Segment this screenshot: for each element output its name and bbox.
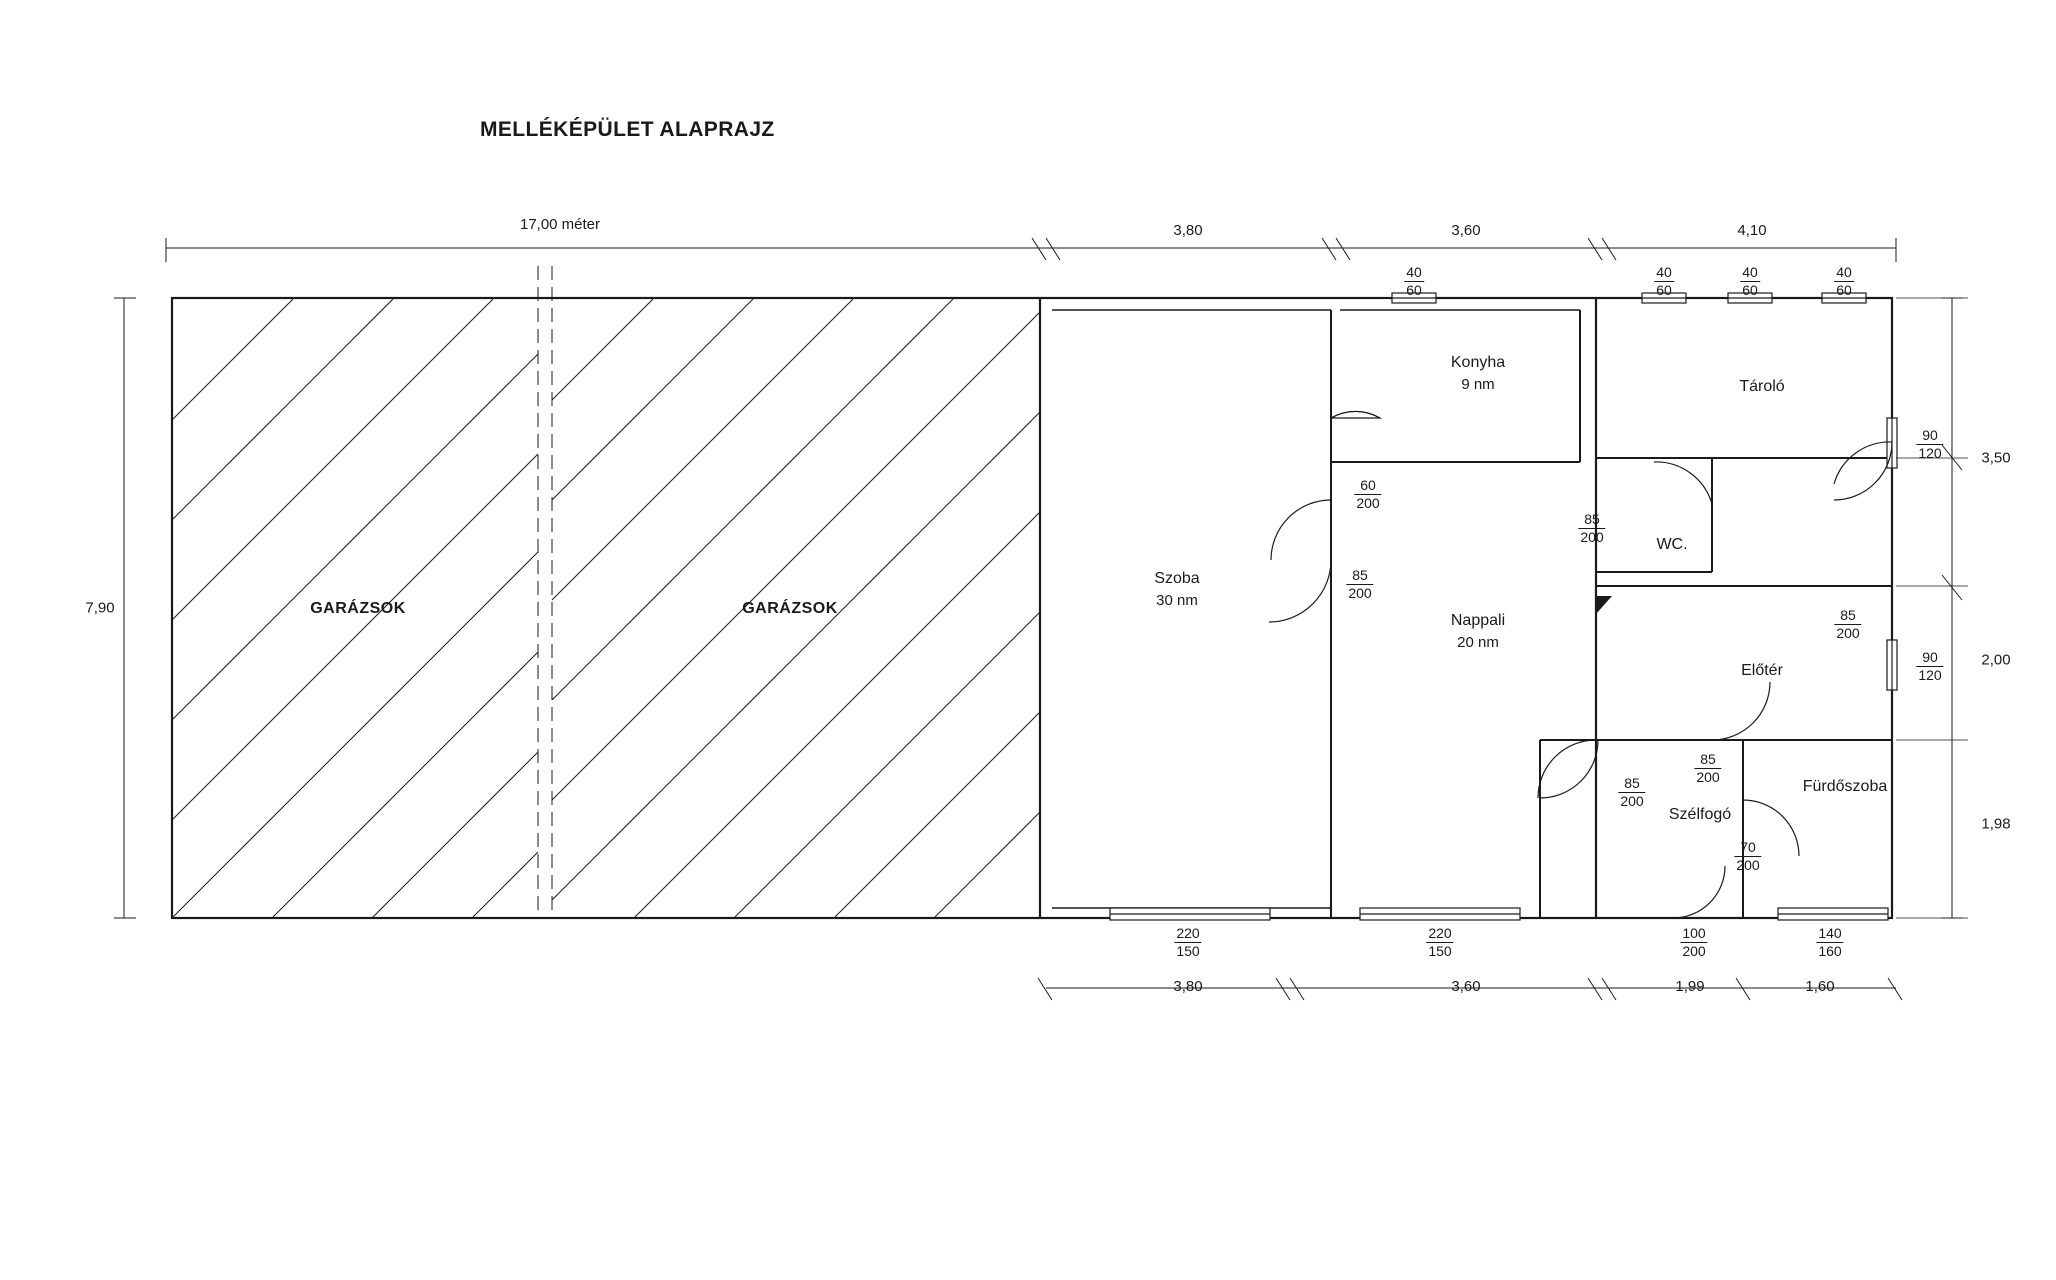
opening-label-w-tarolo-1 [1654, 265, 1674, 298]
room-name-text: Szoba [1154, 570, 1200, 587]
room-name-text: Előtér [1741, 662, 1783, 679]
bottom-dimension-2: 3,60 [1451, 978, 1481, 995]
opening-height: 60 [1406, 282, 1422, 299]
opening-label-w-furdo-south [1816, 926, 1843, 959]
room-area-text: 9 nm [1461, 376, 1495, 393]
room-label-szoba [1154, 570, 1199, 609]
overall-height-dimension: 7,90 [85, 599, 115, 617]
opening-height: 160 [1818, 943, 1842, 960]
room-name-text: Szélfogó [1668, 806, 1732, 823]
opening-height: 200 [1736, 857, 1760, 874]
opening-label-d-konyha [1354, 478, 1381, 511]
room-label-wc [1656, 536, 1687, 554]
opening-height: 60 [1836, 282, 1852, 299]
opening-label-d-wc [1578, 512, 1605, 545]
opening-width: 40 [1654, 265, 1674, 282]
opening-width: 70 [1734, 840, 1761, 857]
opening-height: 150 [1428, 943, 1452, 960]
opening-height: 200 [1580, 529, 1604, 546]
opening-label-w-right-2 [1916, 650, 1943, 683]
opening-width: 85 [1834, 608, 1861, 625]
room-name-text: WC. [1656, 536, 1688, 553]
opening-height: 200 [1348, 585, 1372, 602]
room-label-tarolo [1739, 378, 1784, 396]
opening-width: 60 [1354, 478, 1381, 495]
opening-label-d-tarolo [1834, 608, 1861, 641]
room-label-szelfogo [1669, 806, 1731, 824]
top-dimension-3: 4,10 [1737, 222, 1767, 239]
opening-label-d-furdo [1734, 840, 1761, 873]
opening-label-d-szelfogo [1618, 776, 1645, 809]
opening-height: 120 [1918, 667, 1942, 684]
opening-label-d-szoba [1346, 568, 1373, 601]
room-name-text: Tároló [1739, 378, 1785, 395]
top-dimension-2: 3,60 [1451, 222, 1481, 239]
right-dimension-2: 2,00 [1981, 651, 2011, 669]
opening-height: 200 [1836, 625, 1860, 642]
opening-label-w-konyha [1404, 265, 1424, 298]
room-label-furdoszoba [1803, 778, 1888, 796]
bottom-dimension-1: 3,80 [1173, 978, 1203, 995]
opening-height: 150 [1176, 943, 1200, 960]
top-dimension-1: 3,80 [1173, 222, 1203, 239]
opening-label-w-tarolo-2 [1740, 265, 1760, 298]
room-name-text: Konyha [1450, 354, 1506, 371]
room-label-garage-1 [310, 600, 406, 618]
bottom-dimension-4: 1,60 [1805, 978, 1835, 995]
opening-width: 40 [1404, 265, 1424, 282]
right-dimension-1: 3,50 [1981, 449, 2011, 467]
opening-height: 200 [1696, 769, 1720, 786]
opening-height: 200 [1620, 793, 1644, 810]
opening-width: 40 [1740, 265, 1760, 282]
opening-width: 85 [1346, 568, 1373, 585]
overall-width-dimension: 17,00 méter [519, 216, 601, 233]
opening-height: 200 [1682, 943, 1706, 960]
opening-width: 100 [1680, 926, 1707, 943]
room-label-konyha [1451, 354, 1505, 393]
opening-width: 90 [1916, 428, 1943, 445]
room-area-text: 20 nm [1457, 634, 1499, 651]
right-dimension-3: 1,98 [1981, 815, 2011, 833]
opening-label-d-entry-south [1680, 926, 1707, 959]
room-area-text: 30 nm [1156, 592, 1198, 609]
room-label-eloter [1741, 662, 1783, 680]
page-title: MELLÉKÉPÜLET ALAPRAJZ [480, 118, 775, 141]
opening-height: 120 [1918, 445, 1942, 462]
opening-width: 220 [1174, 926, 1201, 943]
opening-label-w-szoba-south [1174, 926, 1201, 959]
opening-height: 60 [1742, 282, 1758, 299]
room-label-garage-2 [742, 600, 838, 618]
opening-height: 200 [1356, 495, 1380, 512]
opening-width: 140 [1816, 926, 1843, 943]
opening-width: 85 [1694, 752, 1721, 769]
room-name-text: Fürdőszoba [1802, 778, 1888, 795]
opening-width: 85 [1578, 512, 1605, 529]
opening-label-w-nappali-south [1426, 926, 1453, 959]
room-name-text: GARÁZSOK [310, 600, 406, 617]
room-label-nappali [1451, 612, 1505, 651]
opening-height: 60 [1656, 282, 1672, 299]
opening-label-d-eloter [1694, 752, 1721, 785]
room-name-text: GARÁZSOK [742, 600, 838, 617]
opening-width: 90 [1916, 650, 1943, 667]
room-name-text: Nappali [1450, 612, 1506, 629]
opening-label-w-right-1 [1916, 428, 1943, 461]
opening-width: 220 [1426, 926, 1453, 943]
opening-label-w-tarolo-3 [1834, 265, 1854, 298]
bottom-dimension-3: 1,99 [1675, 978, 1705, 995]
opening-width: 40 [1834, 265, 1854, 282]
opening-width: 85 [1618, 776, 1645, 793]
